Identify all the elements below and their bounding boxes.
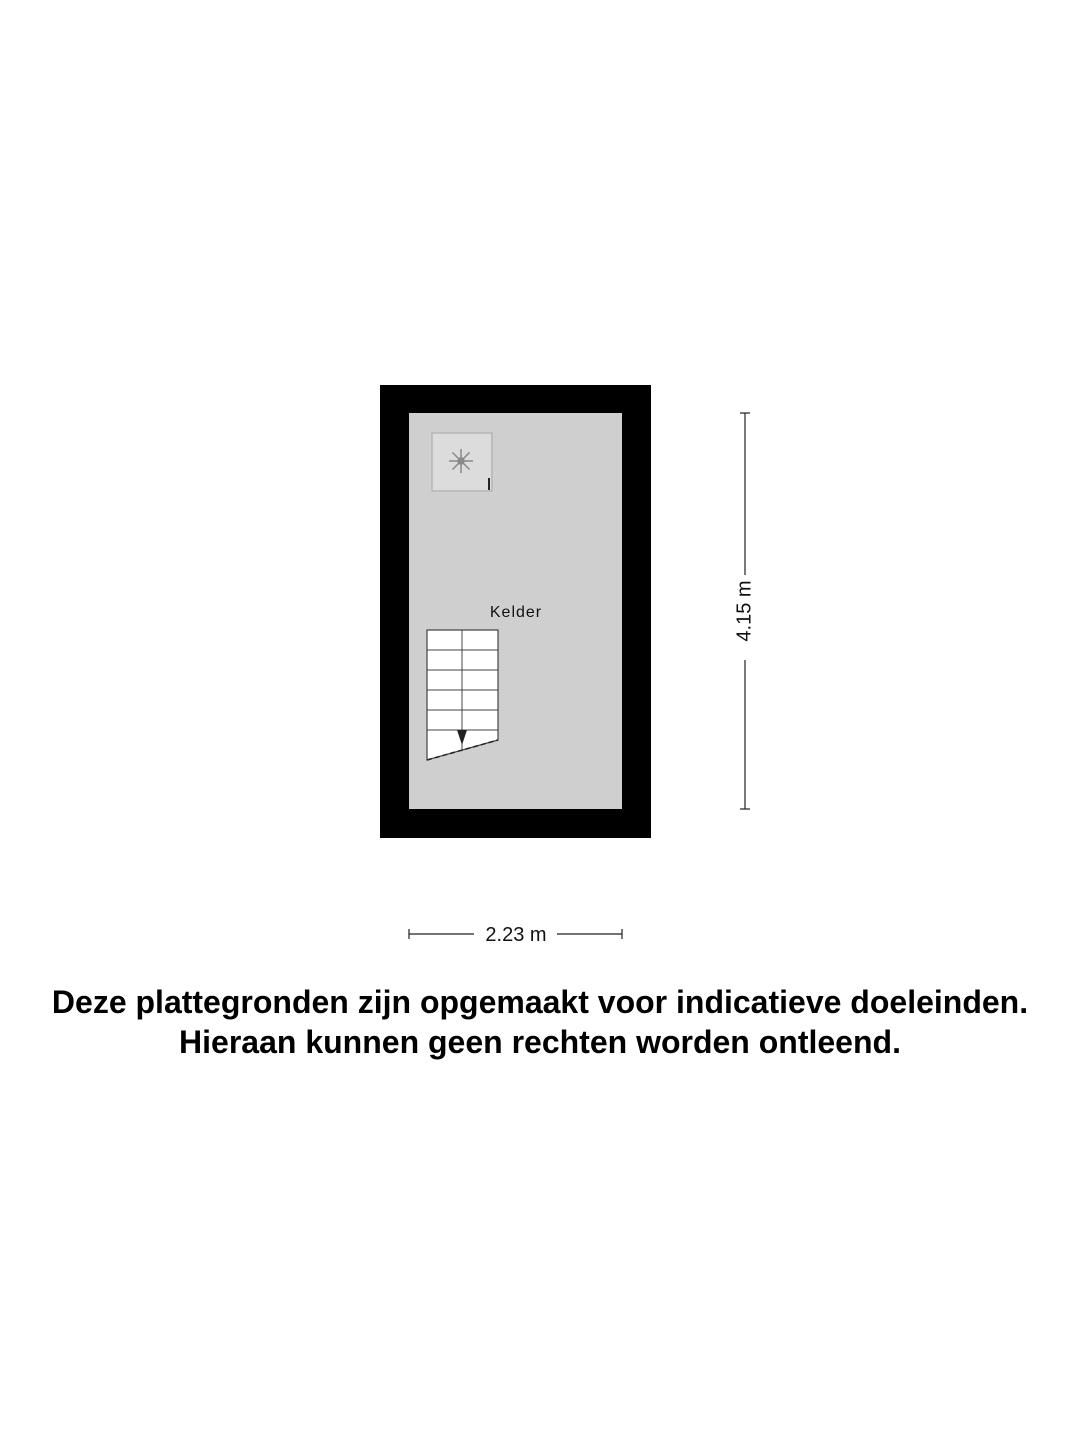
room-label: Kelder — [489, 604, 543, 621]
disclaimer-line-2: Hieraan kunnen geen rechten worden ontleend. — [179, 1024, 901, 1060]
height-dimension-label: 4.15 m — [733, 580, 756, 642]
disclaimer-line-1: Deze plattegronden zijn opgemaakt voor indicatieve doeleinden. — [51, 984, 1029, 1020]
disclaimer — [0, 982, 1080, 1062]
width-dimension-label: 2.23 m — [485, 924, 547, 946]
fan-icon — [432, 433, 492, 491]
